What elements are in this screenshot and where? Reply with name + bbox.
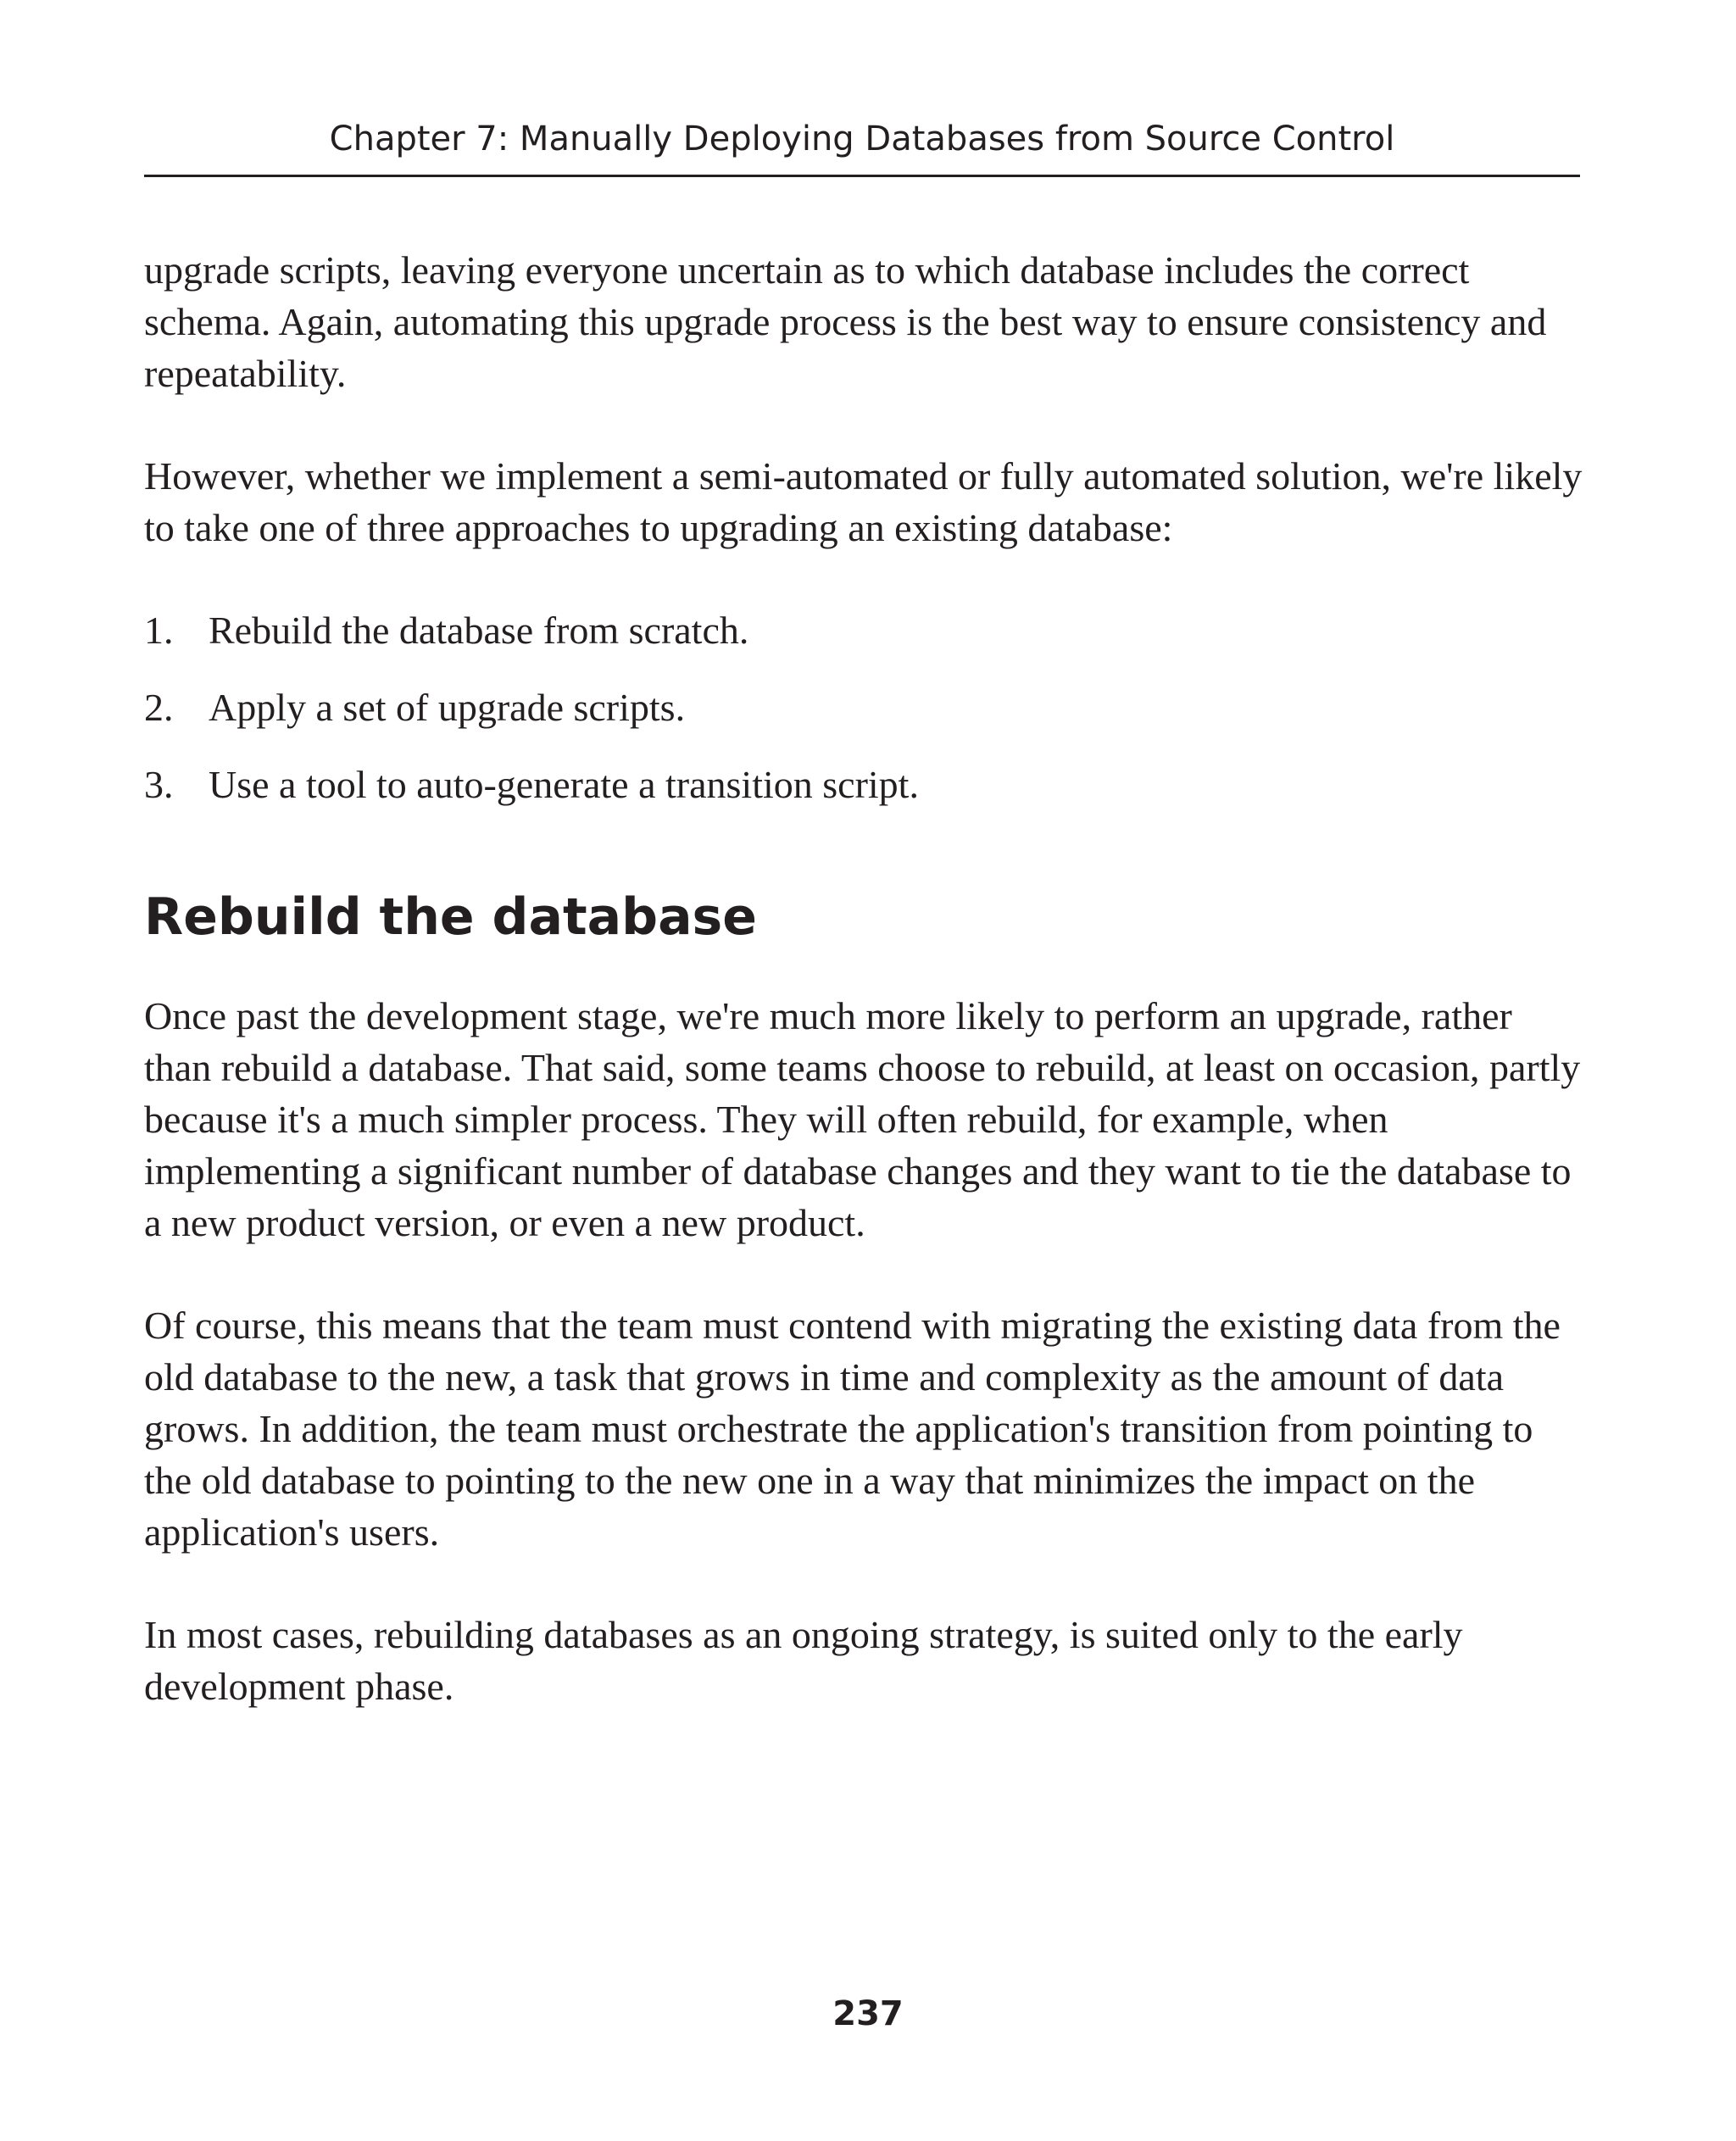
list-item-text: Use a tool to auto-generate a transition script. [209, 763, 919, 806]
paragraph-rebuild-intro: Once past the development stage, we're much more likely to perform an upgrade, rather than rebuild a database. That said, some teams choose to rebuild, at least on occasion, partly because it's a much simpler process. They will often rebuild, for example, when implementing a significant number of database changes and they want to tie the database to a new product version, or even a new product. [144, 994, 1581, 1244]
paragraph-conclusion: In most cases, rebuilding databases as an ongoing strategy, is suited only to the early development phase. [144, 1613, 1463, 1708]
list-item-number: 1. [144, 609, 174, 652]
list-item-text: Rebuild the database from scratch. [209, 609, 749, 652]
paragraph-approaches-intro: However, whether we implement a semi-automated or fully automated solution, we're likely to take one of three approaches to upgrading an existing database: [144, 454, 1583, 549]
header-rule [144, 175, 1580, 177]
list-item-text: Apply a set of upgrade scripts. [209, 686, 686, 729]
running-header: Chapter 7: Manually Deploying Databases from Source Control [329, 120, 1395, 158]
approaches-list [144, 604, 1585, 810]
list-item-number: 3. [144, 763, 174, 806]
list-item [144, 759, 1585, 810]
section-heading: Rebuild the database [144, 887, 757, 947]
list-item-number: 2. [144, 686, 174, 729]
page-number: 237 [832, 1994, 904, 2033]
paragraph-continued: upgrade scripts, leaving everyone uncertain as to which database includes the correct schema. Again, automating this upgrade process is the best way to ensure consistency and repeatability. [144, 248, 1547, 395]
page-body [144, 244, 1585, 1763]
list-item [144, 604, 1585, 656]
list-item [144, 681, 1585, 733]
paragraph-data-migration: Of course, this means that the team must contend with migrating the existing data from the old database to the new, a task that grows in time and complexity as the amount of data grows. In addition, the team must orchestrate the application's transition from pointing to the old database to pointing to the new one in a way that minimizes the impact on the application's users. [144, 1304, 1561, 1554]
